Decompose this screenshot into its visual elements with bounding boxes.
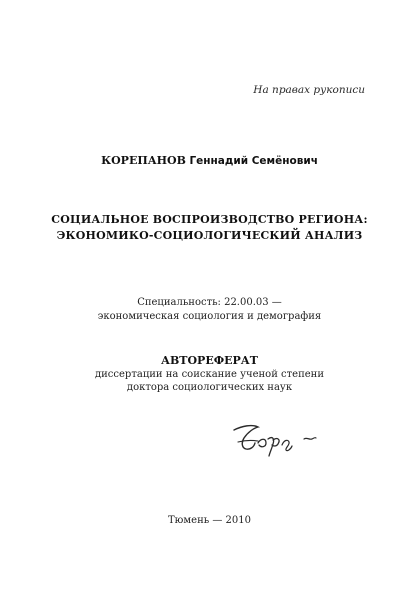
abstract-line-2: доктора социологических наук: [126, 382, 293, 393]
author-name: [0, 154, 419, 167]
dissertation-title: [0, 212, 419, 244]
abstract-line-1: диссертации на соискание ученой степени: [94, 369, 324, 380]
abstract-heading: АВТОРЕФЕРАТ: [161, 354, 258, 367]
author-surname: КОРЕПАНОВ: [101, 154, 186, 167]
title-line-2: ЭКОНОМИКО-СОЦИОЛОГИЧЕСКИЙ АНАЛИЗ: [56, 229, 363, 242]
manuscript-rights-note: На правах рукописи: [253, 84, 365, 96]
place-and-year: Тюмень — 2010: [168, 515, 251, 526]
author-given-names: Геннадий Семёнович: [189, 155, 318, 167]
specialty-line-1: Специальность: 22.00.03 —: [137, 297, 282, 308]
specialty-block: [0, 296, 419, 324]
handwritten-signature: [228, 418, 320, 460]
title-line-1: СОЦИАЛЬНОЕ ВОСПРОИЗВОДСТВО РЕГИОНА:: [51, 213, 368, 226]
abstract-block: [0, 354, 419, 394]
specialty-line-2: экономическая социология и демография: [97, 311, 322, 322]
